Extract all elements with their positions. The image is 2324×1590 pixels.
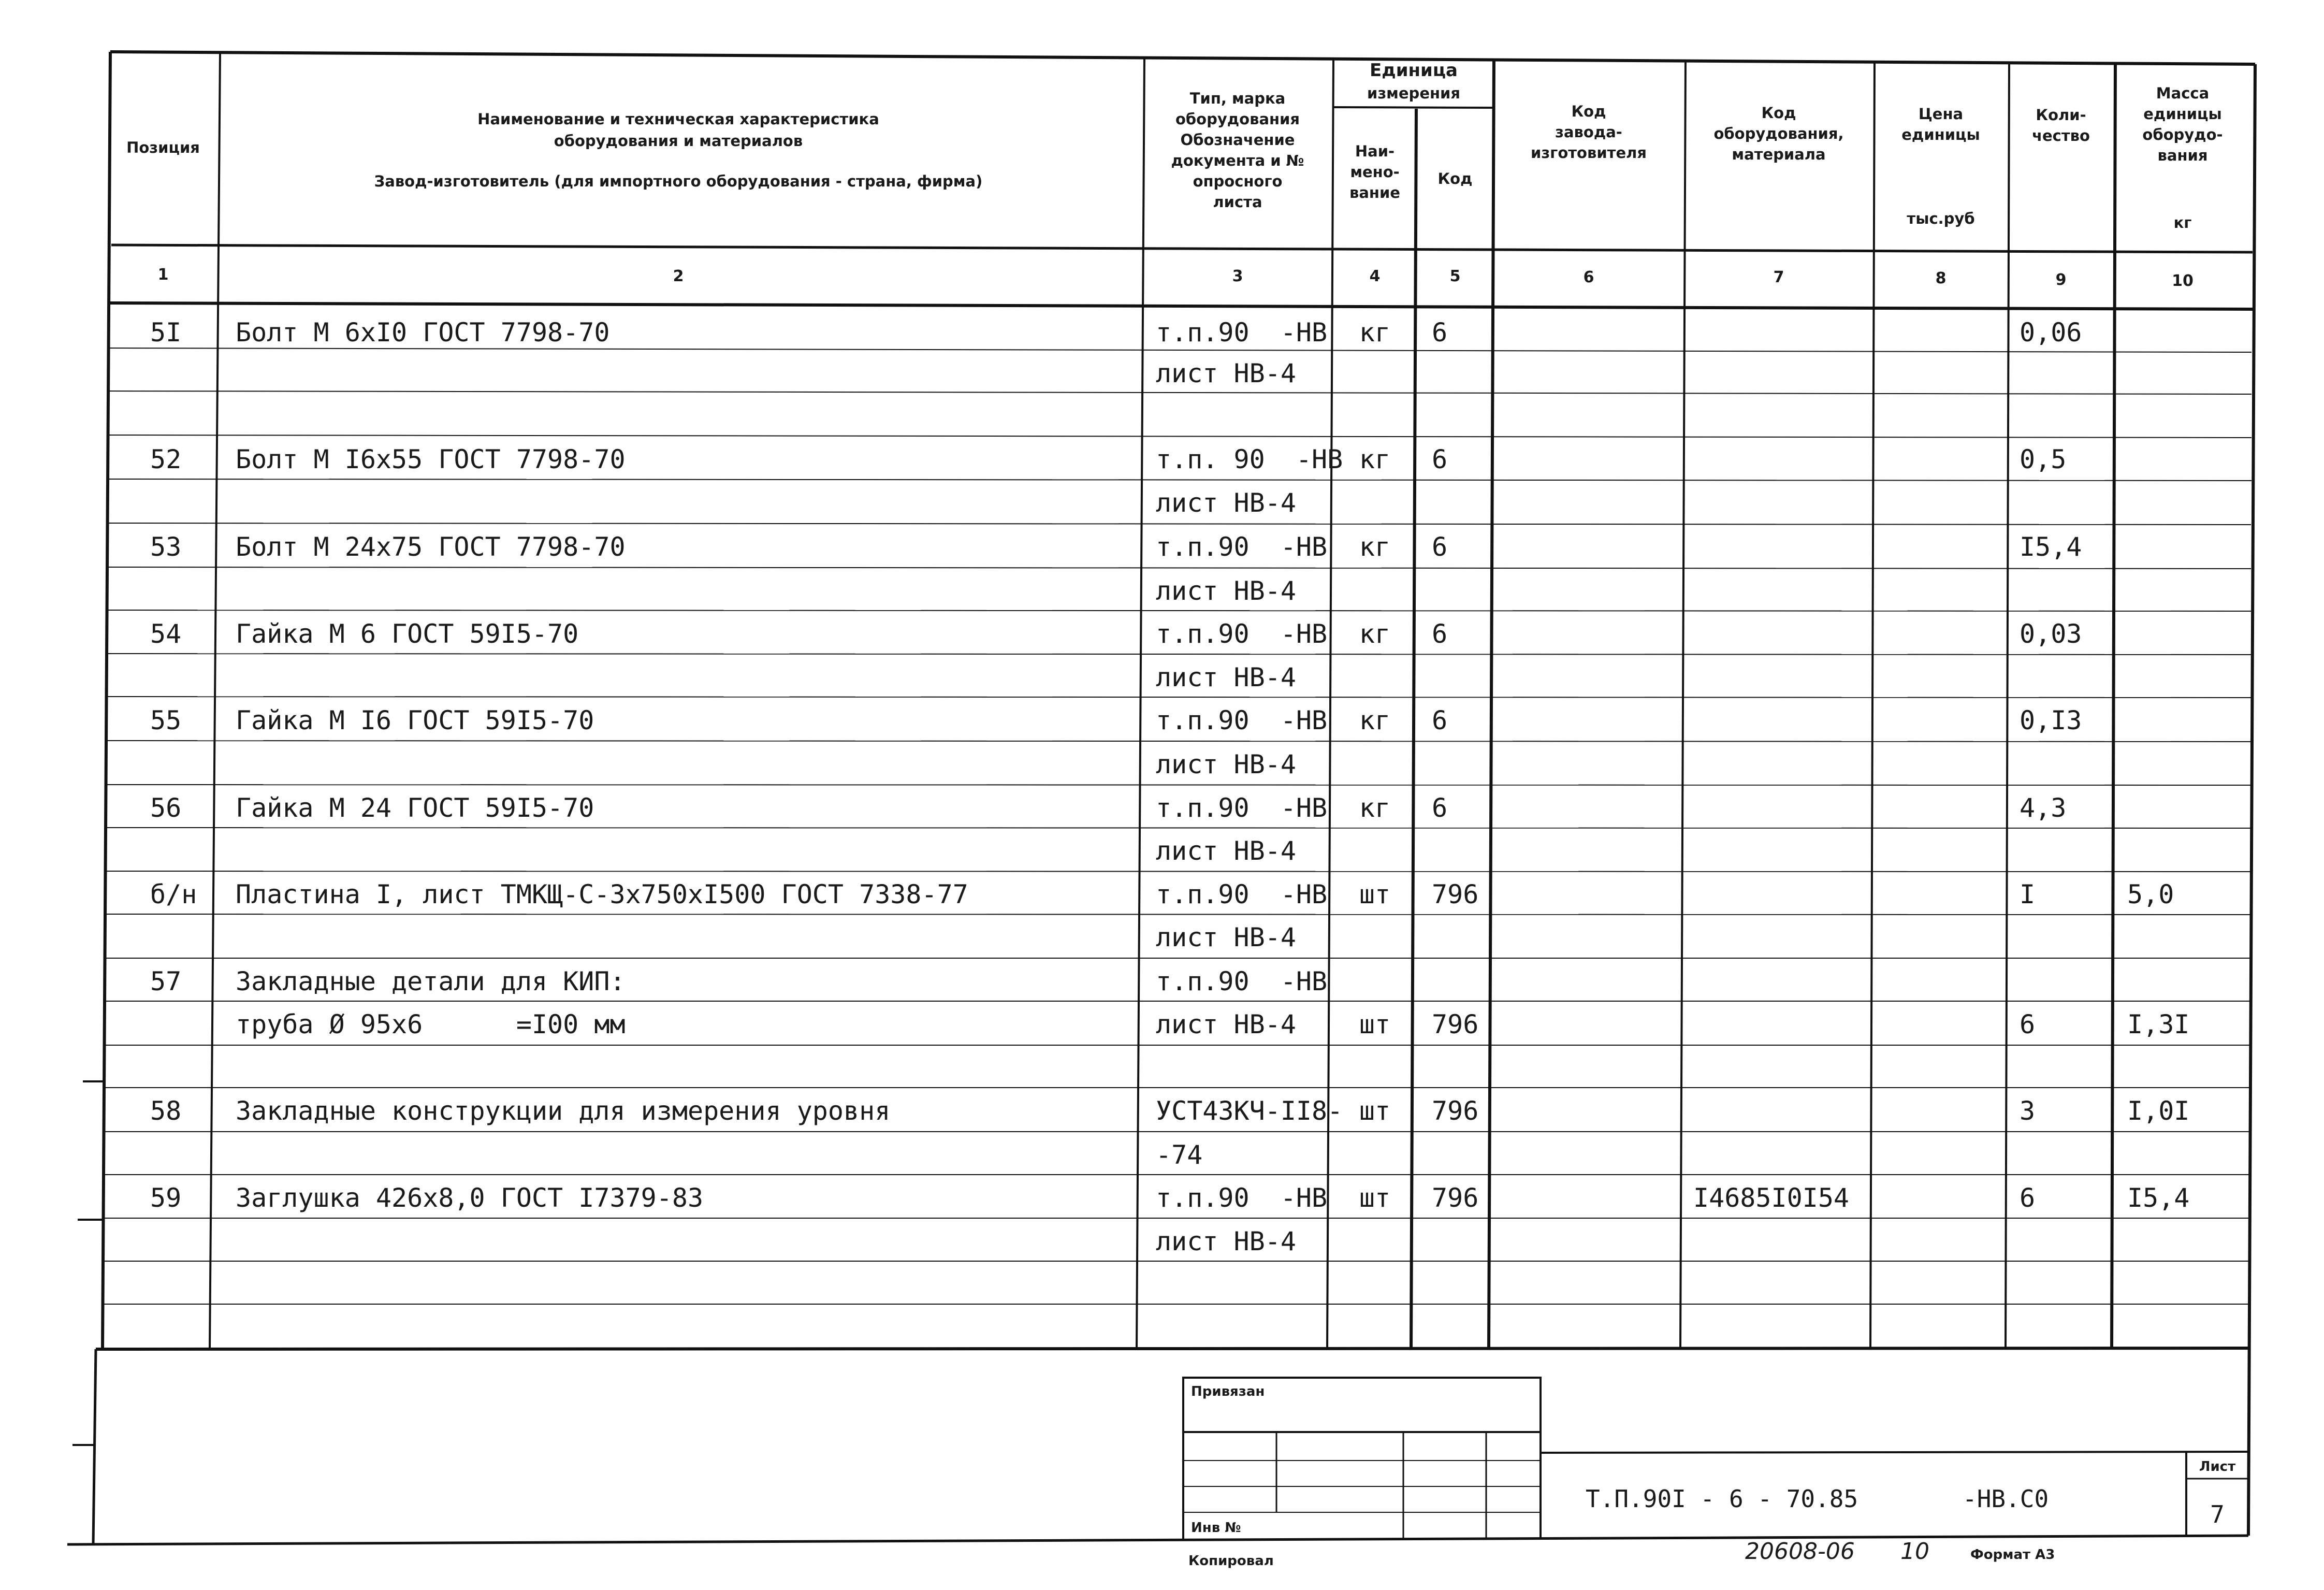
header-type-line3: Обозначение	[1180, 131, 1295, 149]
column-number: 3	[1232, 267, 1243, 285]
header-factory-code-line2: завода-	[1555, 123, 1622, 141]
document-suffix: -НВ.С0	[1963, 1485, 2049, 1513]
privyazan-label: Привязан	[1191, 1384, 1265, 1399]
header-unit-code: Код	[1437, 170, 1473, 187]
cell-quantity: I	[2020, 879, 2036, 909]
cell-mass: 5,0	[2127, 879, 2174, 909]
table-row	[150, 879, 2174, 909]
cell-position: 5I	[150, 317, 182, 348]
header-name-line2: оборудования и материалов	[554, 132, 803, 150]
cell-unit-code: 796	[1432, 1183, 1479, 1213]
cell-name: Гайка М 24 ГОСТ 59I5-70	[236, 793, 594, 823]
cell-mass: I,0I	[2127, 1096, 2190, 1126]
header-type-line4: документа и №	[1171, 152, 1304, 169]
cell-quantity: 4,3	[2020, 793, 2067, 823]
cell-document: т.п.90 -НВ	[1156, 1183, 1328, 1213]
cell-quantity: 0,06	[2020, 317, 2082, 348]
cell-document: т.п.90 -НВ	[1156, 879, 1328, 909]
header-unit-name-line1: Наи-	[1355, 142, 1395, 160]
sheet-number: 7	[2210, 1500, 2225, 1528]
header-price-line1: Цена	[1918, 105, 1964, 123]
cell-unit-code: 796	[1432, 1096, 1479, 1126]
table-header	[126, 60, 2223, 232]
cell-name: труба Ø 95х6 =I00 мм	[236, 1009, 626, 1039]
column-number: 2	[673, 267, 684, 285]
cell-position: 55	[150, 705, 182, 735]
cell-document: т.п.90 -НВ	[1156, 966, 1328, 996]
cell-unit-code: 6	[1432, 444, 1448, 474]
cell-quantity: 0,5	[2020, 444, 2067, 474]
header-quantity-line2: чество	[2032, 127, 2090, 144]
cell-unit: шт	[1359, 1183, 1391, 1213]
header-unit-line1: Единица	[1370, 60, 1458, 81]
column-number: 4	[1369, 267, 1381, 285]
cell-quantity: I5,4	[2020, 532, 2082, 562]
cell-unit: кг	[1359, 317, 1391, 348]
table-row	[1156, 576, 1296, 606]
cell-quantity: 0,03	[2020, 619, 2082, 649]
cell-unit-code: 6	[1432, 705, 1448, 735]
table-row	[150, 1183, 2189, 1213]
cell-document: т.п.90 -НВ	[1156, 619, 1328, 649]
table-row	[236, 1009, 2189, 1039]
table-row	[150, 1096, 2189, 1126]
cell-unit: шт	[1359, 879, 1391, 909]
header-type-line2: оборудования	[1175, 110, 1300, 128]
header-type-line1: Тип, марка	[1189, 90, 1286, 107]
cell-document: лист НВ-4	[1156, 749, 1296, 779]
cell-position: 59	[150, 1183, 182, 1213]
cell-equipment-code: I4685I0I54	[1693, 1183, 1850, 1213]
cell-document: УСТ43КЧ-II8-	[1156, 1096, 1343, 1126]
table-row	[150, 317, 2082, 348]
header-mass-line3: оборудо-	[2142, 126, 2223, 143]
cell-unit-code: 6	[1432, 793, 1448, 823]
cell-name: Болт М 6хI0 ГОСТ 7798-70	[236, 317, 610, 348]
cell-name: Гайка М I6 ГОСТ 59I5-70	[236, 705, 594, 735]
header-factory-code-line1: Код	[1571, 103, 1606, 120]
inventory-number-label: Инв №	[1191, 1520, 1241, 1536]
sheet-label: Лист	[2199, 1459, 2236, 1475]
cell-unit: кг	[1359, 793, 1391, 823]
header-position: Позиция	[126, 139, 200, 156]
column-number: 10	[2172, 272, 2194, 290]
cell-document: т.п.90 -НВ	[1156, 793, 1328, 823]
cell-quantity: 0,I3	[2020, 705, 2082, 735]
cell-document: т.п.90 -НВ	[1156, 705, 1328, 735]
table-row	[150, 532, 2082, 562]
header-equipment-code-line3: материала	[1732, 146, 1826, 163]
table-row	[1156, 488, 1296, 518]
table-body	[150, 317, 2189, 1256]
header-mass-unit: кг	[2173, 214, 2192, 232]
header-equipment-code-line2: оборудования,	[1713, 125, 1844, 142]
column-number: 7	[1773, 268, 1784, 286]
cell-position: 54	[150, 619, 182, 649]
cell-position: 56	[150, 793, 182, 823]
header-type-line6: листа	[1213, 193, 1262, 211]
column-numbers	[158, 266, 2194, 290]
cell-unit: кг	[1359, 619, 1391, 649]
column-number: 1	[157, 266, 169, 284]
copied-label: Копировал	[1188, 1553, 1274, 1569]
cell-position: 58	[150, 1096, 182, 1126]
table-row	[150, 619, 2082, 649]
header-mass-line2: единицы	[2143, 105, 2222, 123]
document-code: Т.П.90I - 6 - 70.85	[1586, 1485, 1858, 1513]
cell-unit-code: 796	[1432, 1009, 1479, 1039]
table-row	[150, 966, 1327, 996]
table-row	[1156, 1226, 1296, 1256]
header-manufacturer: Завод-изготовитель (для импортного оборудования - страна, фирма)	[374, 172, 983, 190]
cell-document: лист НВ-4	[1156, 1226, 1296, 1256]
cell-mass: I5,4	[2127, 1183, 2190, 1213]
table-row	[1156, 836, 1296, 866]
cell-document: лист НВ-4	[1156, 836, 1296, 866]
cell-name: Заглушка 426х8,0 ГОСТ I7379-83	[236, 1183, 704, 1213]
cell-position: 57	[150, 966, 182, 996]
table-row	[1156, 1140, 1202, 1170]
table-row	[150, 705, 2082, 735]
table-row	[1156, 662, 1296, 692]
cell-unit-code: 796	[1432, 879, 1479, 909]
header-unit-name-line3: вание	[1349, 184, 1400, 201]
header-name-line1: Наименование и техническая характеристика	[477, 110, 879, 128]
cell-name: Болт М 24х75 ГОСТ 7798-70	[236, 532, 626, 562]
cell-document: лист НВ-4	[1156, 922, 1296, 952]
cell-document: лист НВ-4	[1156, 576, 1296, 606]
cell-quantity: 6	[2020, 1183, 2036, 1213]
header-unit-name-line2: мено-	[1350, 163, 1400, 181]
cell-unit-code: 6	[1432, 532, 1448, 562]
cell-name: Болт М I6х55 ГОСТ 7798-70	[236, 444, 626, 474]
cell-document: лист НВ-4	[1156, 1009, 1296, 1039]
column-number: 9	[2055, 271, 2067, 289]
table-row	[150, 793, 2066, 823]
cell-document: т.п.90 -НВ	[1156, 532, 1328, 562]
header-price-unit: тыс.руб	[1907, 210, 1975, 227]
cell-unit: кг	[1359, 444, 1391, 474]
header-quantity-line1: Коли-	[2036, 106, 2086, 124]
cell-name: Закладные конструкции для измерения уровня	[236, 1096, 891, 1126]
cell-unit: шт	[1359, 1096, 1391, 1126]
cell-unit-code: 6	[1432, 317, 1448, 348]
archive-number: 20608-06	[1745, 1538, 1855, 1565]
header-factory-code-line3: изготовителя	[1531, 144, 1647, 162]
header-price-line2: единицы	[1901, 126, 1980, 143]
table-row	[1156, 358, 1296, 388]
cell-name: Гайка М 6 ГОСТ 59I5-70	[236, 619, 579, 649]
cell-quantity: 3	[2020, 1096, 2036, 1126]
cell-name: Закладные детали для КИП:	[236, 966, 626, 996]
paper-format: Формат А3	[1970, 1547, 2055, 1563]
cell-unit-code: 6	[1432, 619, 1448, 649]
header-mass-line1: Масса	[2156, 84, 2210, 102]
cell-unit: шт	[1359, 1009, 1391, 1039]
title-block	[1188, 1384, 2235, 1569]
cell-document: лист НВ-4	[1156, 488, 1296, 518]
table-row	[1156, 749, 1296, 779]
cell-document: т.п. 90 -НВ	[1156, 444, 1343, 474]
table-row	[150, 444, 2066, 474]
column-number: 6	[1583, 268, 1594, 286]
cell-document: лист НВ-4	[1156, 358, 1296, 388]
header-equipment-code-line1: Код	[1761, 104, 1796, 122]
cell-unit: кг	[1359, 705, 1391, 735]
table-row	[1156, 922, 1296, 952]
archive-subnumber: 10	[1900, 1538, 1929, 1565]
cell-unit: кг	[1359, 532, 1391, 562]
cell-document: -74	[1156, 1140, 1203, 1170]
cell-position: 52	[150, 444, 182, 474]
cell-position: б/н	[150, 879, 197, 909]
cell-name: Пластина I, лист ТМКЩ-С-3х750хI500 ГОСТ 7338-77	[236, 879, 968, 909]
column-number: 8	[1935, 269, 1947, 287]
header-type-line5: опросного	[1193, 172, 1283, 190]
header-unit-line2: измерения	[1367, 84, 1460, 102]
header-mass-line4: вания	[2157, 147, 2208, 164]
cell-mass: I,3I	[2127, 1009, 2190, 1039]
column-number: 5	[1449, 267, 1461, 285]
cell-position: 53	[150, 532, 182, 562]
cell-document: т.п.90 -НВ	[1156, 317, 1328, 348]
cell-quantity: 6	[2020, 1009, 2036, 1039]
cell-document: лист НВ-4	[1156, 662, 1296, 692]
